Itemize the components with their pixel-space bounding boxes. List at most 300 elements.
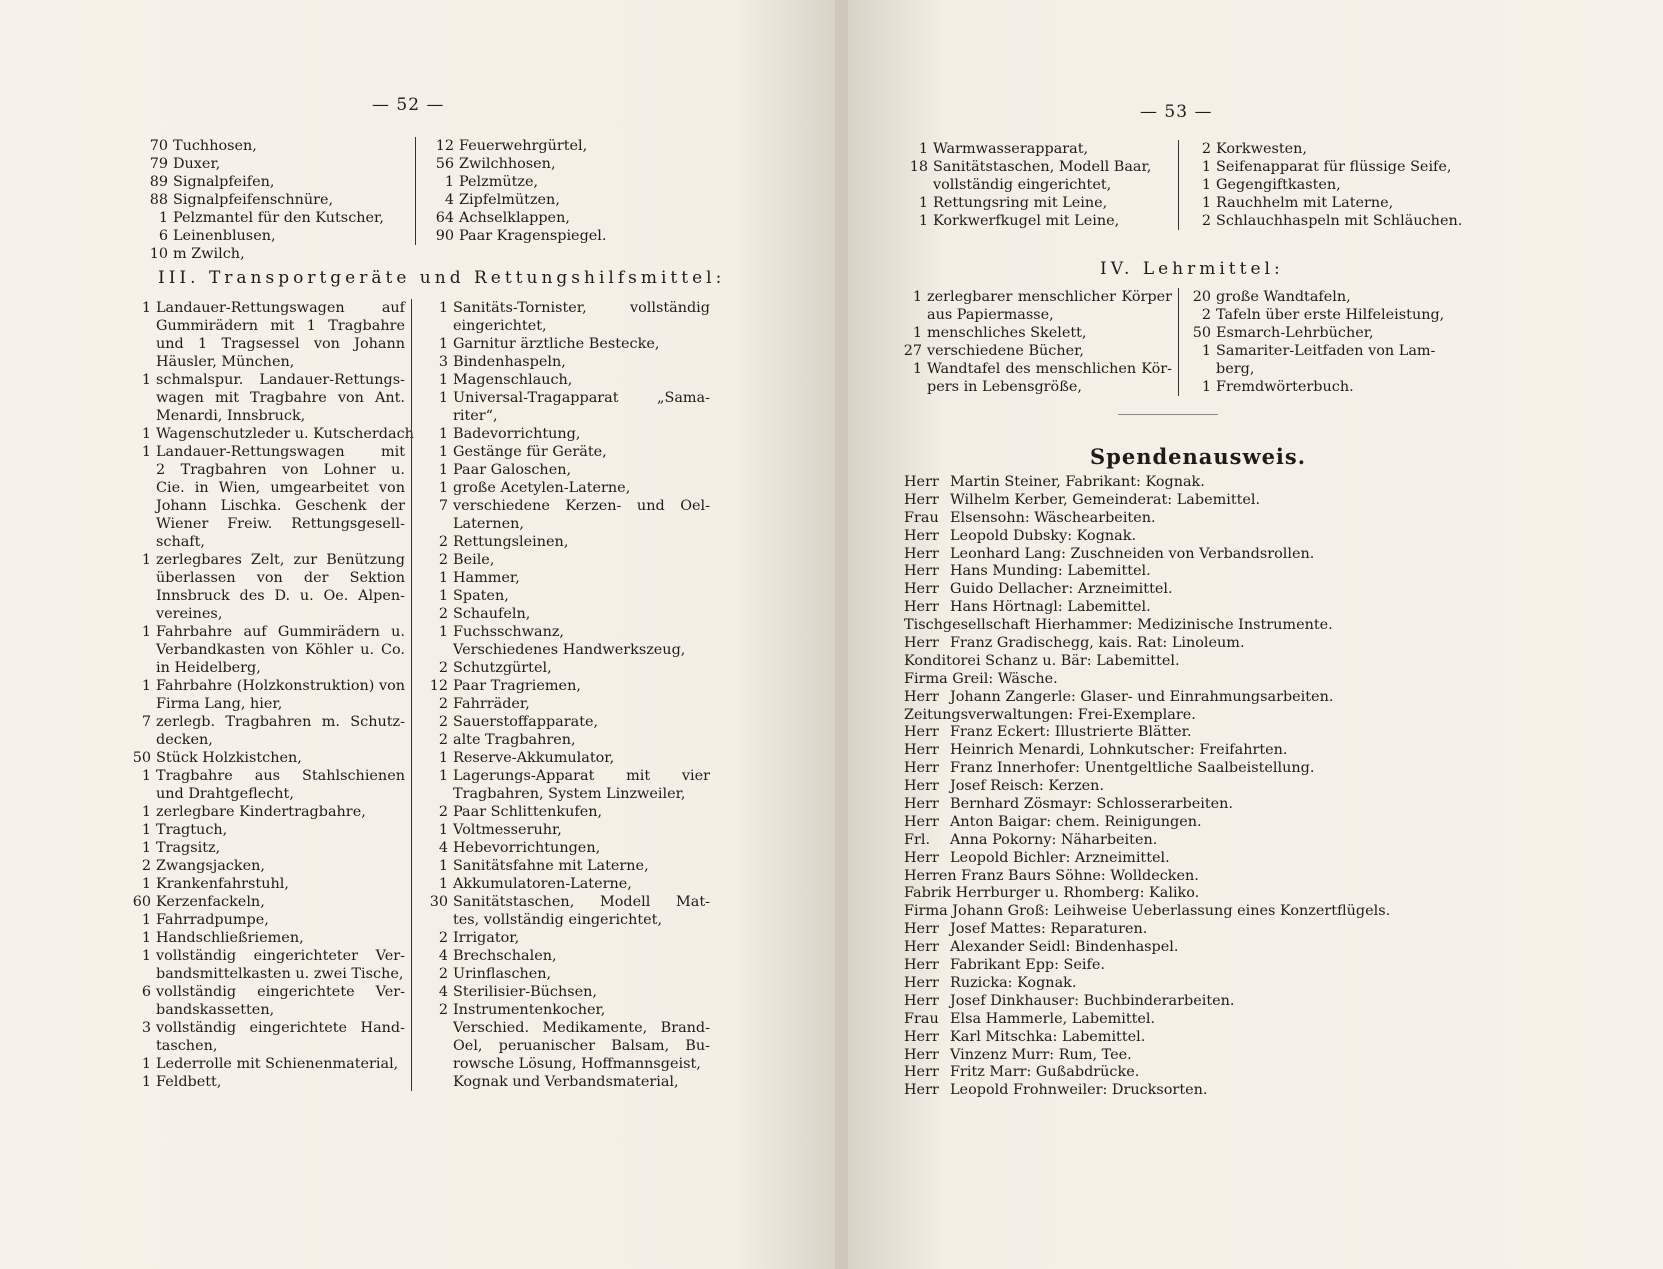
item-quantity: 2 [438, 930, 448, 946]
donor-text: Firma Greil: Wäsche. [904, 670, 1058, 687]
item-quantity: 1 [438, 858, 448, 874]
item-quantity: 1 [438, 462, 448, 478]
donor-text: Konditorei Schanz u. Bär: Labemittel. [904, 652, 1180, 669]
item-text: Garnitur ärztliche Bestecke, [453, 336, 660, 352]
donor-honorific: Herr [904, 796, 939, 813]
item-quantity [422, 317, 453, 335]
item-text: Korkwerfkugel mit Leine, [933, 213, 1120, 229]
item-text: alte Tragbahren, [453, 732, 576, 748]
donor-text: Ruzicka: Kognak. [950, 974, 1077, 991]
list-item [426, 209, 626, 227]
item-text: Sanitätstaschen, Modell Mat- [453, 894, 710, 910]
donor-honorific: Herr [904, 491, 939, 508]
item-quantity: 6 [158, 228, 168, 244]
item-quantity: 1 [438, 336, 448, 352]
item-quantity: 2 [438, 534, 448, 550]
item-text: Johann Lischka. Geschenk der [156, 498, 405, 514]
list-item [125, 641, 405, 659]
list-item [422, 605, 710, 623]
donor-honorific: Herr [904, 474, 939, 490]
item-quantity [125, 407, 156, 425]
section-heading-transport: III. Transportgeräte und Rettungshilfsmittel: [158, 268, 726, 288]
item-quantity: 3 [438, 354, 448, 370]
item-quantity: 1 [438, 624, 448, 640]
item-text: Schlauchhaspeln mit Schläuchen. [1216, 213, 1463, 229]
item-quantity: 1 [918, 213, 928, 229]
donation-entry [904, 581, 1390, 599]
item-text: Gegengiftkasten, [1216, 177, 1341, 193]
item-text: Wandtafel des menschlichen Kör- [927, 361, 1172, 377]
item-text: berg, [1216, 361, 1255, 377]
item-quantity: 1 [444, 174, 454, 190]
book-gutter [835, 0, 848, 1269]
donor-text: Fabrikant Epp: Seife. [950, 957, 1105, 974]
list-item [125, 677, 405, 695]
list-item [422, 659, 710, 677]
donor-honorific: Frl. [904, 831, 931, 848]
donor-text: Herren Franz Baurs Söhne: Wolldecken. [904, 867, 1199, 884]
list-item [422, 749, 710, 767]
list-item [422, 533, 710, 551]
list-item [422, 623, 710, 641]
item-quantity [900, 306, 927, 324]
list-item [125, 965, 405, 983]
list-item [125, 875, 405, 893]
list-item [140, 191, 420, 209]
item-quantity: 1 [438, 444, 448, 460]
page-number-right: — 53 — [1140, 102, 1213, 122]
item-quantity [125, 515, 156, 533]
list-item [422, 965, 710, 983]
item-text: Badevorrichtung, [453, 426, 581, 442]
item-text: vollständig eingerichtete Ver- [156, 984, 405, 1000]
donor-text: Josef Reisch: Kerzen. [950, 778, 1105, 795]
item-quantity: 2 [438, 966, 448, 982]
item-text: Samariter-Leitfaden von Lam- [1216, 343, 1436, 359]
item-text: vollständig eingerichtet, [933, 177, 1112, 193]
donation-entry [904, 474, 1390, 492]
item-quantity: 1 [141, 444, 151, 460]
item-quantity: 1 [918, 195, 928, 211]
donor-text: Fabrik Herrburger u. Rhomberg: Kaliko. [904, 885, 1200, 902]
donation-entry [904, 492, 1390, 510]
donation-entry [904, 671, 1390, 689]
list-item [422, 353, 710, 371]
item-text: Landauer-Rettungswagen mit [156, 444, 405, 460]
item-text: Brechschalen, [453, 948, 557, 964]
donor-text: Josef Dinkhauser: Buchbinderarbeiten. [950, 992, 1235, 1009]
item-quantity: 1 [912, 289, 922, 305]
list-item [422, 1037, 710, 1055]
list-item [422, 731, 710, 749]
donation-entry [904, 1029, 1390, 1047]
item-text: Akkumulatoren-Laterne, [453, 876, 632, 892]
list-item [125, 371, 405, 389]
list-item [125, 317, 405, 335]
item-text: Firma Lang, hier, [156, 696, 283, 712]
item-text: taschen, [156, 1038, 218, 1054]
item-quantity: 2 [1201, 307, 1211, 323]
donor-text: Leopold Bichler: Arzneimittel. [950, 849, 1170, 866]
item-text: Wiener Freiw. Rettungsgesell- [156, 516, 405, 532]
item-text: tes, vollständig eingerichtet, [453, 912, 663, 928]
item-quantity: 7 [141, 714, 151, 730]
item-text: Feuerwehrgürtel, [459, 138, 588, 154]
item-quantity [125, 461, 156, 479]
item-text: Beile, [453, 552, 495, 568]
list-item [1189, 158, 1469, 176]
item-text: Instrumentenkocher, [453, 1002, 606, 1018]
item-quantity: 2 [438, 552, 448, 568]
item-quantity [125, 605, 156, 623]
item-quantity [422, 641, 453, 659]
item-text: schmalspur. Landauer-Rettungs- [156, 372, 405, 388]
list-item [125, 389, 405, 407]
item-quantity [900, 378, 927, 396]
item-text: wagen mit Tragbahre von Ant. [156, 390, 405, 406]
item-quantity: 1 [1201, 177, 1211, 193]
list-item [125, 1001, 405, 1019]
list-item [900, 140, 1172, 158]
item-text: Schutzgürtel, [453, 660, 552, 676]
donor-text: Guido Dellacher: Arzneimittel. [950, 581, 1173, 598]
list-item [125, 929, 405, 947]
item-text: pers in Lebensgröße, [927, 379, 1082, 395]
donation-entry [904, 832, 1390, 850]
list-item [422, 299, 710, 317]
list-item [1189, 342, 1469, 360]
item-quantity: 2 [438, 696, 448, 712]
list-item [422, 461, 710, 479]
item-quantity: 20 [1192, 289, 1211, 305]
list-item [426, 227, 626, 245]
sec4-right-col [1178, 288, 1469, 396]
donor-honorific: Herr [904, 939, 939, 956]
item-quantity: 10 [149, 246, 168, 262]
list-item [140, 137, 420, 155]
item-text: Häusler, München, [156, 354, 295, 370]
item-quantity: 60 [132, 894, 151, 910]
list-item [140, 209, 420, 227]
item-text: Innsbruck des D. u. Oe. Alpen- [156, 588, 405, 604]
item-quantity [422, 785, 453, 803]
item-text: Urinflaschen, [453, 966, 552, 982]
list-item [422, 335, 710, 353]
item-quantity [125, 497, 156, 515]
list-item [426, 137, 626, 155]
list-item [422, 695, 710, 713]
item-text: Tragbahren, System Linzweiler, [453, 786, 686, 802]
list-item [125, 1019, 405, 1037]
list-item [422, 1019, 710, 1037]
list-item [125, 425, 414, 443]
item-quantity: 12 [435, 138, 454, 154]
donor-text: Vinzenz Murr: Rum, Tee. [950, 1046, 1132, 1063]
item-quantity [125, 587, 156, 605]
item-quantity: 1 [438, 570, 448, 586]
item-text: Bindenhaspeln, [453, 354, 566, 370]
donor-honorific: Herr [904, 1064, 939, 1081]
item-text: zerlegbares Zelt, zur Benützung [156, 552, 405, 568]
list-item [422, 443, 710, 461]
section-heading-lehrmittel: IV. Lehrmittel: [1100, 259, 1284, 279]
item-text: eingerichtet, [453, 318, 547, 334]
donor-text: Anton Baigar: chem. Reinigungen. [950, 813, 1202, 830]
item-quantity: 1 [141, 1056, 151, 1072]
item-quantity: 7 [438, 498, 448, 514]
donations-title: Spendenausweis. [1090, 444, 1307, 469]
item-quantity [125, 1037, 156, 1055]
list-item [900, 378, 1172, 396]
donor-text: Tischgesellschaft Hierhammer: Medizinische Instrumente. [904, 617, 1333, 634]
item-quantity: 1 [918, 141, 928, 157]
list-item [1189, 324, 1469, 342]
donor-text: Johann Zangerle: Glaser- und Einrahmungsarbeiten. [950, 688, 1334, 705]
donation-entry [904, 921, 1390, 939]
item-text: Wagenschutzleder u. Kutscherdach [156, 426, 414, 442]
donor-text: Fritz Marr: Gußabdrücke. [950, 1064, 1140, 1081]
list-item [422, 785, 710, 803]
item-quantity [125, 533, 156, 551]
item-quantity: 2 [1201, 141, 1211, 157]
donor-text: Elsensohn: Wäschearbeiten. [950, 509, 1156, 526]
item-quantity: 1 [1201, 343, 1211, 359]
item-quantity [422, 1073, 453, 1091]
item-text: Sanitäts-Tornister, vollständig [453, 300, 710, 316]
donor-honorific: Herr [904, 974, 939, 991]
item-quantity: 1 [438, 390, 448, 406]
item-text: vollständig eingerichtete Hand- [156, 1020, 405, 1036]
item-quantity [125, 317, 156, 335]
list-item [422, 407, 710, 425]
list-item [125, 785, 405, 803]
item-text: Krankenfahrstuhl, [156, 876, 289, 892]
list-item [426, 155, 626, 173]
item-text: Paar Galoschen, [453, 462, 572, 478]
item-quantity: 1 [438, 480, 448, 496]
list-item [422, 929, 710, 947]
list-item [422, 713, 710, 731]
item-quantity: 56 [435, 156, 454, 172]
item-quantity [125, 695, 156, 713]
item-quantity: 2 [438, 1002, 448, 1018]
list-item [1189, 194, 1469, 212]
donation-entry [904, 1011, 1390, 1029]
list-item [422, 389, 710, 407]
item-text: Spaten, [453, 588, 509, 604]
list-item [125, 839, 405, 857]
item-text: Tragsitz, [156, 840, 221, 856]
item-quantity: 1 [438, 750, 448, 766]
list-item [140, 155, 420, 173]
item-text: Menardi, Innsbruck, [156, 408, 306, 424]
list-item [125, 911, 405, 929]
donation-entry [904, 599, 1390, 617]
list-item [422, 677, 710, 695]
donation-entry [904, 617, 1390, 635]
item-quantity: 2 [141, 858, 151, 874]
item-quantity: 2 [438, 714, 448, 730]
item-text: Tragbahre aus Stahlschienen [156, 768, 405, 784]
item-quantity: 2 [438, 804, 448, 820]
list-item [422, 641, 710, 659]
donor-honorific: Herr [904, 849, 939, 866]
list-item [140, 245, 420, 263]
item-text: in Heidelberg, [156, 660, 261, 676]
list-item [900, 306, 1172, 324]
donor-honorific: Herr [904, 688, 939, 705]
item-text: Magenschlauch, [453, 372, 573, 388]
item-text: und Drahtgeflecht, [156, 786, 294, 802]
list-item [900, 176, 1172, 194]
list-item [422, 1073, 710, 1091]
list-item [422, 767, 710, 785]
item-quantity: 1 [438, 426, 448, 442]
item-quantity [125, 731, 156, 749]
item-quantity [125, 785, 156, 803]
item-text: menschliches Skelett, [927, 325, 1087, 341]
item-quantity: 1 [438, 300, 448, 316]
item-quantity [125, 479, 156, 497]
donor-text: Bernhard Zösmayr: Schlosserarbeiten. [950, 796, 1234, 813]
list-item [900, 342, 1172, 360]
item-text: aus Papiermasse, [927, 307, 1054, 323]
item-quantity: 1 [141, 678, 151, 694]
donation-entry [904, 885, 1390, 903]
item-text: Esmarch-Lehrbücher, [1216, 325, 1374, 341]
item-text: überlassen von der Sektion [156, 570, 405, 586]
item-text: schaft, [156, 534, 205, 550]
donor-text: Elsa Hammerle, Labemittel. [950, 1010, 1156, 1027]
item-quantity: 1 [438, 768, 448, 784]
donation-entry [904, 903, 1390, 921]
item-quantity: 1 [1201, 195, 1211, 211]
list-item [140, 173, 420, 191]
list-item [422, 497, 710, 515]
list-item [422, 875, 710, 893]
item-text: Signalpfeifen, [173, 174, 275, 190]
item-quantity: 1 [141, 300, 151, 316]
list-item [125, 659, 405, 677]
item-quantity: 1 [141, 912, 151, 928]
list-item [125, 983, 405, 1001]
item-quantity: 70 [149, 138, 168, 154]
item-quantity [422, 1055, 453, 1073]
list-item [422, 1055, 710, 1073]
item-text: Kognak und Verbandsmaterial, [453, 1074, 679, 1090]
list-item [900, 158, 1172, 176]
donation-entry [904, 975, 1390, 993]
item-text: Pelzmütze, [459, 174, 539, 190]
item-text: Voltmesseruhr, [453, 822, 562, 838]
donor-text: Karl Mitschka: Labemittel. [950, 1028, 1146, 1045]
item-quantity: 1 [141, 1074, 151, 1090]
donor-text: Martin Steiner, Fabrikant: Kognak. [950, 474, 1205, 490]
donor-honorific: Herr [904, 581, 939, 598]
item-quantity: 4 [438, 948, 448, 964]
item-quantity: 90 [435, 228, 454, 244]
donor-honorific: Herr [904, 724, 939, 741]
item-quantity: 1 [141, 426, 151, 442]
donor-text: Leopold Frohnweiler: Drucksorten. [950, 1082, 1208, 1099]
donation-entry [904, 1047, 1390, 1065]
left-top-col-1 [140, 137, 420, 263]
list-item [125, 587, 405, 605]
item-text: Achselklappen, [459, 210, 570, 226]
list-item [426, 191, 626, 209]
list-item [422, 893, 710, 911]
list-item [125, 857, 405, 875]
donation-entry [904, 760, 1390, 778]
item-text: Signalpfeifenschnüre, [173, 192, 334, 208]
list-item [125, 893, 405, 911]
list-item [422, 983, 710, 1001]
item-text: Oel, peruanischer Balsam, Bu- [453, 1038, 710, 1054]
item-quantity: 1 [141, 876, 151, 892]
item-text: Universal-Tragapparat „Sama- [453, 390, 710, 406]
sec4-left-col [900, 288, 1172, 396]
list-item [422, 515, 710, 533]
list-item [125, 515, 405, 533]
list-item [140, 227, 420, 245]
item-quantity: 1 [438, 372, 448, 388]
item-text: Paar Kragenspiegel. [459, 228, 607, 244]
list-item [125, 731, 405, 749]
donations-list [904, 474, 1390, 1100]
list-item [125, 1037, 405, 1055]
donor-honorific: Herr [904, 635, 939, 652]
item-text: Seifenapparat für flüssige Seife, [1216, 159, 1452, 175]
list-item [1189, 360, 1469, 378]
donor-text: Alexander Seidl: Bindenhaspel. [950, 939, 1179, 956]
item-text: Fahrbahre auf Gummirädern u. [156, 624, 405, 640]
list-item [125, 605, 405, 623]
item-quantity: 1 [438, 876, 448, 892]
list-item [125, 749, 405, 767]
list-item [422, 839, 710, 857]
item-quantity: 1 [141, 768, 151, 784]
item-text: bandsmittelkasten u. zwei Tische, [156, 966, 404, 982]
list-item [422, 479, 710, 497]
item-text: Sanitätstaschen, Modell Baar, [933, 159, 1152, 175]
item-quantity: 12 [429, 678, 448, 694]
list-item [125, 479, 405, 497]
list-item [426, 173, 626, 191]
list-item [125, 443, 405, 461]
list-item [900, 194, 1172, 212]
item-quantity: 2 [1201, 213, 1211, 229]
item-text: Sterilisier-Büchsen, [453, 984, 598, 1000]
donor-honorific: Frau [904, 509, 939, 526]
item-quantity: 2 [438, 732, 448, 748]
list-item [900, 212, 1172, 230]
item-text: Lagerungs-Apparat mit vier [453, 768, 710, 784]
item-quantity: 1 [438, 588, 448, 604]
item-quantity: 50 [1192, 325, 1211, 341]
donation-entry [904, 1064, 1390, 1082]
list-item [1189, 176, 1469, 194]
item-text: Feldbett, [156, 1074, 222, 1090]
item-text: Tafeln über erste Hilfeleistung, [1216, 307, 1445, 323]
item-text: Verschied. Medikamente, Brand- [453, 1020, 710, 1036]
list-item [125, 947, 405, 965]
item-text: Leinenblusen, [173, 228, 276, 244]
item-text: Schaufeln, [453, 606, 531, 622]
donor-honorific: Herr [904, 760, 939, 777]
item-quantity [1189, 360, 1216, 378]
item-text: bandskassetten, [156, 1002, 275, 1018]
donor-text: Josef Mattes: Reparaturen. [950, 921, 1148, 938]
